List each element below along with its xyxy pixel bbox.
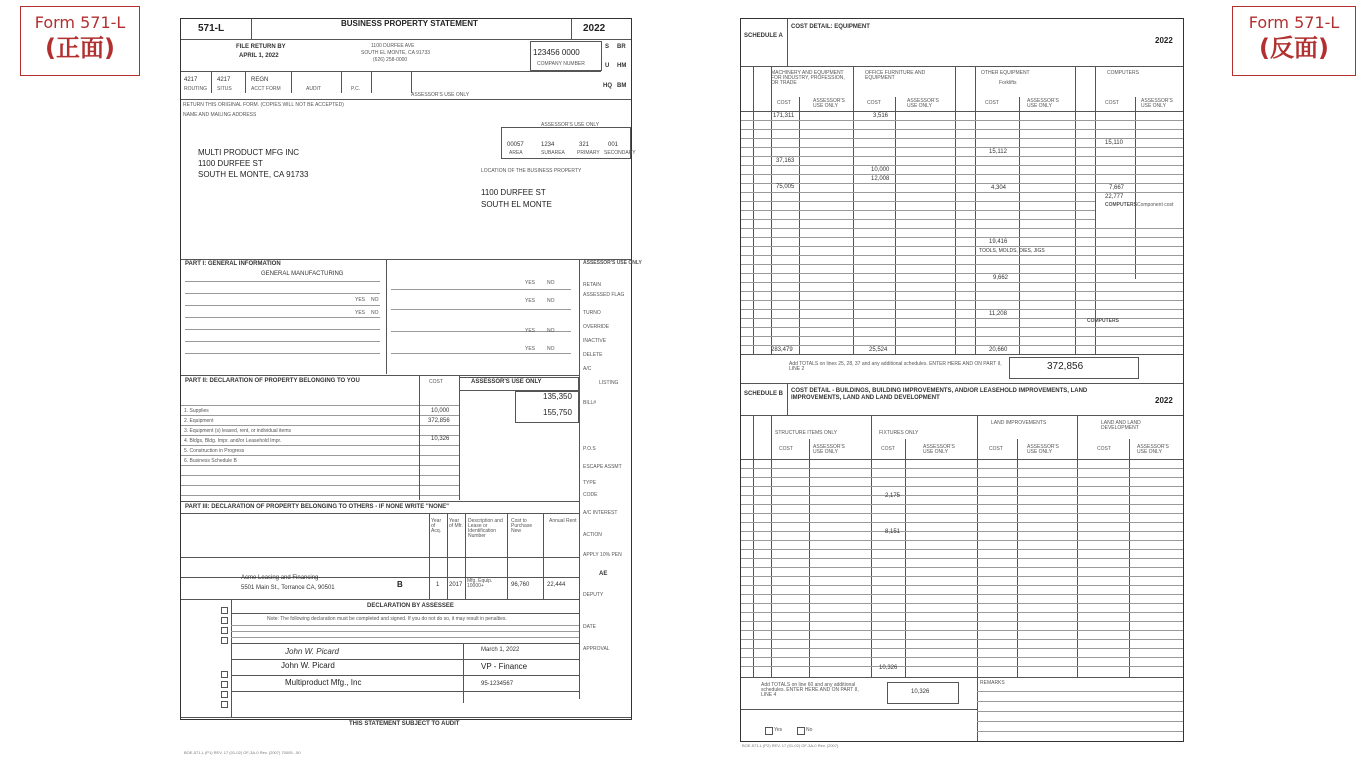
- sum-a-label: Add TOTALS on lines 25, 28, 37 and any additional schedules. ENTER HERE AND ON PART II, LINE 2: [789, 361, 1002, 372]
- computers-box-desc: Component cost: [1137, 202, 1174, 208]
- p2-cost-2: 372,856: [428, 418, 450, 424]
- schedule-b-year: 2022: [1155, 396, 1173, 405]
- front-form-label: Form 571-L: [34, 13, 126, 32]
- computers-box: COMPUTERS: [1105, 202, 1137, 208]
- header-label-acct: ACCT FORM: [251, 86, 281, 92]
- schedule-a-label: SCHEDULE A: [744, 33, 783, 39]
- a-c3-v5: 11,208: [989, 311, 1007, 317]
- checkbox-7[interactable]: [221, 691, 228, 698]
- a-h-cost-1: COST: [777, 100, 791, 106]
- rc-ac: A/C: [583, 366, 592, 372]
- rc-retain: RETAIN: [583, 282, 601, 288]
- b-group-1: STRUCTURE ITEMS ONLY: [775, 430, 838, 436]
- checkbox-6[interactable]: [221, 681, 228, 688]
- code-primary: 321: [579, 142, 590, 148]
- no-5: NO: [547, 328, 555, 334]
- business-type: GENERAL MANUFACTURING: [261, 271, 344, 277]
- checkbox-5[interactable]: [221, 671, 228, 678]
- header-label-audit: AUDIT: [306, 86, 321, 92]
- b-group-2: FIXTURES ONLY: [879, 430, 919, 436]
- a-c2-total: 25,524: [869, 347, 888, 353]
- rc-apply-pen: APPLY 10% PEN: [583, 552, 622, 558]
- back-side-text: (反面): [1259, 34, 1329, 62]
- b-value-1: 2,175: [885, 493, 901, 499]
- b-group-3: LAND IMPROVEMENTS: [991, 420, 1047, 426]
- side-code-s: S: [605, 44, 610, 50]
- no-checkbox[interactable]: [797, 727, 805, 735]
- back-footer: BOE-571-L (P2) REV. 17 (01-02) OF-3A-0 Rev. (2007): [742, 743, 839, 748]
- p2-row-4: 4. Bldgs, Bldg. Impr. and/or Leasehold Impr.: [184, 438, 282, 444]
- yes-3: YES: [525, 280, 536, 286]
- checkbox-1[interactable]: [221, 607, 228, 614]
- b-h-cost-4: COST: [1097, 446, 1111, 452]
- code-area-label: AREA: [509, 150, 523, 156]
- a-h-cost-4: COST: [1105, 100, 1119, 106]
- code-area: 00057: [507, 142, 524, 148]
- p2-row-5: 5. Construction in Progress: [184, 448, 245, 454]
- sum-b-value: 10,326: [911, 689, 930, 695]
- mailing-label: NAME AND MAILING ADDRESS: [183, 112, 257, 118]
- declaration-title: DECLARATION BY ASSESSEE: [367, 603, 454, 609]
- other-equipment-desc: Forklifts: [999, 80, 1017, 86]
- schedule-a-title: COST DETAIL: EQUIPMENT: [791, 24, 870, 30]
- rc-ae: AE: [599, 571, 608, 577]
- a-h-aso-2: ASSESSOR'S USE ONLY: [907, 98, 939, 109]
- lessor-desc: Mfg. Equip. 10000+: [467, 578, 493, 589]
- checkbox-2[interactable]: [221, 617, 228, 624]
- rc-date: DATE: [583, 624, 596, 630]
- a-c3-v1: 15,112: [989, 149, 1007, 155]
- sum-a-value: 372,856: [1047, 361, 1084, 372]
- side-code-u: U: [605, 63, 610, 69]
- p3-h-cost: Cost to Purchase New: [511, 518, 533, 534]
- location-label: LOCATION OF THE BUSINESS PROPERTY: [481, 168, 582, 174]
- side-code-hm: HM: [617, 63, 627, 69]
- p2-row-1: 1. Supplies: [184, 408, 209, 414]
- b-h-aso-3: ASSESSOR'S USE ONLY: [1027, 444, 1059, 455]
- a-c1-v2: 37,163: [776, 158, 795, 164]
- p3-h-year-acq: Year of Acq.: [431, 518, 442, 534]
- header-code-1: 4217: [184, 77, 198, 83]
- yes-5: YES: [525, 328, 536, 334]
- rc-deputy: DEPUTY: [583, 592, 604, 598]
- a-h-aso-3: ASSESSOR'S USE ONLY: [1027, 98, 1059, 109]
- front-side-text: (正面): [45, 34, 115, 62]
- rc-interest: A/C INTEREST: [583, 510, 618, 516]
- yes-label: Yes: [774, 727, 783, 733]
- p2-row-2: 2. Equipment: [184, 418, 214, 424]
- a-h-aso-4: ASSESSOR'S USE ONLY: [1141, 98, 1173, 109]
- no-4: NO: [547, 298, 555, 304]
- a-h-aso-1: ASSESSOR'S USE ONLY: [813, 98, 845, 109]
- form-year: 2022: [583, 23, 606, 34]
- a-h-cost-2: COST: [867, 100, 881, 106]
- code-primary-label: PRIMARY: [577, 150, 600, 156]
- rc-type: TYPE: [583, 480, 597, 486]
- schedule-b-label: SCHEDULE B: [744, 391, 784, 397]
- owner-name: MULTI PRODUCT MFG INC: [198, 148, 300, 157]
- lessor-name: Acme Leasing and Financing: [241, 575, 319, 581]
- a-c1-total: 283,479: [771, 347, 793, 353]
- file-return-by: FILE RETURN BY: [236, 44, 286, 50]
- header-label-pc: P.C.: [351, 86, 361, 92]
- form-number: 571-L: [198, 23, 225, 34]
- no-label: No: [806, 727, 813, 733]
- p2-cost-4: 10,326: [431, 436, 450, 442]
- form-title: BUSINESS PROPERTY STATEMENT: [341, 19, 478, 28]
- yes-1: YES: [355, 297, 366, 303]
- part2-cost-label: COST: [429, 379, 443, 385]
- no-1: NO: [371, 297, 379, 303]
- header-label-routing: ROUTING: [184, 86, 208, 92]
- owner-city: SOUTH EL MONTE, CA 91733: [198, 170, 309, 179]
- front-side-label: [20, 6, 140, 76]
- rc-delete: DELETE: [583, 352, 603, 358]
- computers-box-lower: COMPUTERS: [1087, 318, 1119, 324]
- phone-number: 95-1234567: [481, 681, 514, 687]
- a-group-1: MACHINERY AND EQUIPMENT FOR INDUSTRY, PROFESSION, OR TRADE: [771, 70, 845, 86]
- rc-listing: LISTING: [599, 380, 619, 386]
- yes-4: YES: [525, 298, 536, 304]
- audit-note: THIS STATEMENT SUBJECT TO AUDIT: [349, 721, 460, 727]
- b-h-cost-3: COST: [989, 446, 1003, 452]
- b-h-aso-4: ASSESSOR'S USE ONLY: [1137, 444, 1169, 455]
- b-h-cost-1: COST: [779, 446, 793, 452]
- rc-inactive: INACTIVE: [583, 338, 607, 344]
- a-group-2: OFFICE FURNITURE AND EQUIPMENT: [865, 70, 926, 81]
- b-value-2: 8,151: [885, 529, 901, 535]
- b-h-cost-2: COST: [881, 446, 895, 452]
- part2-title: PART II: DECLARATION OF PROPERTY BELONGING TO YOU: [185, 378, 360, 384]
- a-c3-v2: 4,304: [991, 185, 1007, 191]
- a-c2-v1: 3,516: [873, 113, 889, 119]
- a-group-3: OTHER EQUIPMENT: [981, 70, 1030, 76]
- checkbox-3[interactable]: [221, 627, 228, 634]
- yes-2: YES: [355, 310, 366, 316]
- codes-assessor-label: ASSESSOR'S USE ONLY: [541, 122, 600, 128]
- rc-code: CODE: [583, 492, 598, 498]
- sign-date: March 1, 2022: [481, 647, 520, 653]
- code-secondary-label: SECONDARY: [604, 150, 636, 156]
- a-c3-v3: 19,416: [989, 239, 1008, 245]
- no-6: NO: [547, 346, 555, 352]
- no-3: NO: [547, 280, 555, 286]
- part3-title: PART III: DECLARATION OF PROPERTY BELONGING TO OTHERS - IF NONE WRITE "NONE": [185, 504, 449, 510]
- side-code-br: BR: [617, 44, 626, 50]
- lessor-address: 5501 Main St., Torrance CA, 90501: [241, 585, 335, 591]
- lessor-code: B: [397, 580, 403, 589]
- back-side-label: [1232, 6, 1356, 76]
- rc-approval: APPROVAL: [583, 646, 610, 652]
- b-h-aso-1: ASSESSOR'S USE ONLY: [813, 444, 845, 455]
- owner-street: 1100 DURFEE ST: [198, 159, 263, 168]
- a-group-4: COMPUTERS: [1107, 70, 1139, 76]
- no-2: NO: [371, 310, 379, 316]
- a-c4-v3: 22,777: [1105, 194, 1124, 200]
- a-c4-v2: 7,667: [1109, 185, 1125, 191]
- assessor-address-2: SOUTH EL MONTE, CA 91733: [361, 50, 431, 56]
- b-h-aso-2: ASSESSOR'S USE ONLY: [923, 444, 955, 455]
- signer-title: VP - Finance: [481, 662, 528, 671]
- lessor-rent: 22,444: [547, 582, 566, 588]
- header-label-situs: SITUS: [217, 86, 232, 92]
- due-date: APRIL 1, 2022: [239, 53, 279, 59]
- code-subarea: 1234: [541, 142, 555, 148]
- tools-label: TOOLS, MOLDS, DIES, JIGS: [979, 248, 1045, 254]
- header-code-2: 4217: [217, 77, 231, 83]
- a-c2-v2: 10,000: [871, 167, 890, 173]
- company-number-label: COMPANY NUMBER: [537, 61, 585, 67]
- side-code-hq: HQ: [603, 83, 612, 89]
- p3-h-desc: Description and Lease or Identification Number: [468, 518, 503, 539]
- p2-row-3: 3. Equipment (s) leased, rent, or individual items: [184, 428, 291, 434]
- checkbox-8[interactable]: [221, 701, 228, 708]
- rc-action: ACTION: [583, 532, 602, 538]
- b-group-4: LAND AND LAND DEVELOPMENT: [1101, 420, 1141, 431]
- p3-h-year-mfr: Year of Mfr.: [449, 518, 463, 529]
- sum-b-label: Add TOTALS on line 60 and any additional schedules. ENTER HERE AND ON PART II, LINE 4: [761, 682, 859, 698]
- lessor-year-acq: 1: [436, 582, 440, 588]
- signature: John W. Picard: [285, 647, 339, 656]
- p2-row-6: 6. Business Schedule B: [184, 458, 237, 464]
- signer-name: John W. Picard: [281, 661, 335, 670]
- checkbox-4[interactable]: [221, 637, 228, 644]
- a-c1-v3: 75,005: [776, 184, 795, 190]
- a-c2-v3: 12,008: [871, 176, 890, 182]
- schedule-b-title: COST DETAIL - BUILDINGS, BUILDING IMPROVEMENTS, AND/OR LEASEHOLD IMPROVEMENTS, LAND IMPROVEMENTS, LAND AND LAND DEVELOPMENT: [791, 388, 1088, 402]
- account-number: 123456 0000: [533, 48, 580, 57]
- assessor-address-1: 1100 DURFEE AVE: [371, 43, 415, 49]
- location-street: 1100 DURFEE ST: [481, 188, 546, 197]
- rc-turno: TURNO: [583, 310, 601, 316]
- p2-cost-1: 10,000: [431, 408, 450, 414]
- remarks-label: REMARKS: [980, 680, 1005, 686]
- rc-assessed-flag: ASSESSED FLAG: [583, 292, 625, 298]
- a-c3-v6: 20,660: [989, 347, 1008, 353]
- p3-h-rent: Annual Rent: [549, 518, 577, 524]
- lessor-year-mfr: 2017: [449, 582, 463, 588]
- firm-name: Multiproduct Mfg., Inc: [285, 678, 362, 687]
- rc-pos: P.O.S: [583, 446, 596, 452]
- rc-override: OVERRIDE: [583, 324, 610, 330]
- back-page: [740, 18, 1184, 742]
- declaration-note: Note: The following declaration must be completed and signed. If you do not do so, it may result in penalties.: [267, 616, 507, 622]
- return-original-note: RETURN THIS ORIGINAL FORM. (COPIES WILL NOT BE ACCEPTED): [183, 102, 344, 108]
- part2-assessor-use: ASSESSOR'S USE ONLY: [471, 379, 542, 385]
- a-c4-v1: 15,110: [1105, 140, 1123, 146]
- code-subarea-label: SUBAREA: [541, 150, 565, 156]
- assessor-total-1: 135,350: [543, 392, 572, 401]
- front-footer: BOE-571-L (P1) REV. 17 (01-02) OF-3A-0 Rev. (2007) 70005 - 50: [184, 750, 301, 755]
- yes-checkbox[interactable]: [765, 727, 773, 735]
- yes-6: YES: [525, 346, 536, 352]
- lessor-cost: 96,760: [511, 582, 530, 588]
- a-c1-v1: 171,311: [773, 113, 795, 119]
- assessor-address-3: (626) 258-0000: [373, 57, 408, 63]
- a-c3-v4: 9,662: [993, 275, 1009, 281]
- assessor-total-2: 155,750: [543, 408, 572, 417]
- schedule-a-year: 2022: [1155, 36, 1173, 45]
- code-secondary: 001: [608, 142, 619, 148]
- location-city: SOUTH EL MONTE: [481, 200, 552, 209]
- front-page: [180, 18, 642, 727]
- back-form-label: Form 571-L: [1248, 13, 1340, 32]
- a-h-cost-3: COST: [985, 100, 999, 106]
- part1-title: PART I: GENERAL INFORMATION: [185, 261, 281, 267]
- rc-escape: ESCAPE ASSMT: [583, 464, 622, 470]
- rc-bill: BILL#: [583, 400, 597, 406]
- header-assessor-use: ASSESSOR'S USE ONLY: [411, 92, 470, 98]
- b-total: 10,326: [879, 665, 898, 671]
- part1-assessor-use: ASSESSOR'S USE ONLY: [583, 260, 642, 266]
- side-code-bm: BM: [617, 83, 627, 89]
- header-code-3: REGN: [251, 77, 269, 83]
